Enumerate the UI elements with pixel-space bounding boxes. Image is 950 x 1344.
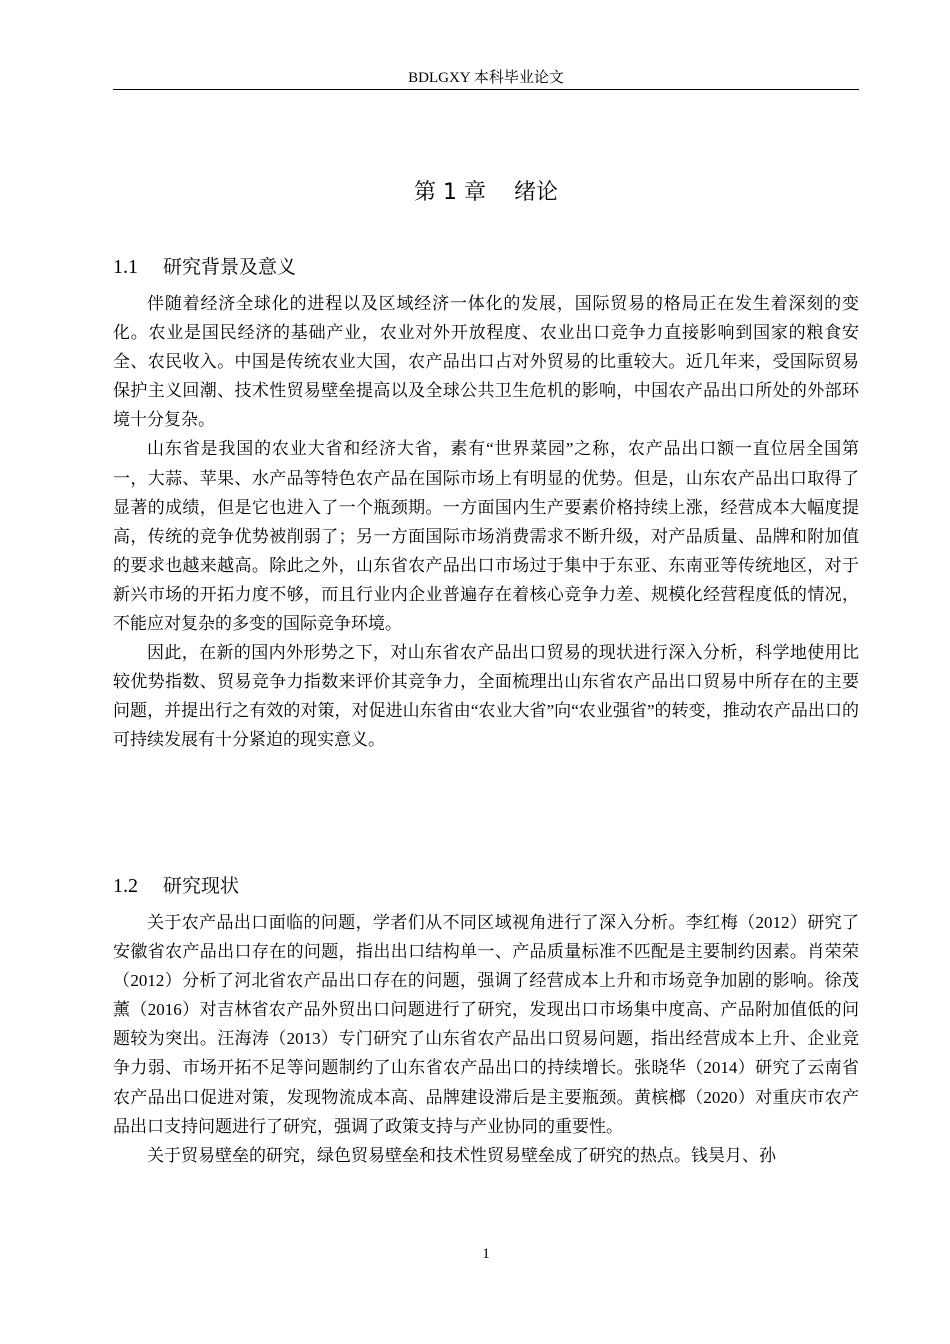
paragraph: 关于贸易壁垒的研究，绿色贸易壁垒和技术性贸易壁垒成了研究的热点。钱昊月、孙 [147, 1145, 776, 1165]
section-heading-1-1 [113, 252, 859, 282]
section-heading-1-2 [113, 871, 859, 901]
section-title: 研究背景及意义 [163, 256, 297, 278]
running-header: BDLGXY 本科毕业论文 [408, 70, 564, 86]
page-number: 1 [482, 1246, 490, 1262]
paragraph: 山东省是我国的农业大省和经济大省，素有“世界菜园”之称，农产品出口额一直位居全国第一，大蒜、苹果、水产品等特色农产品在国际市场上有明显的优势。但是，山东农产品出口取得了显著的成绩，但是它也进入了一个瓶颈期。一方面国内生产要素价格持续上涨，经营成本大幅度提高，传统的竞争优势被削弱了；另一方面国际市场消费需求不断升级，对产品质量、品牌和附加值的要求也越来越高。除此之外，山东省农产品出口市场过于集中于东亚、东南亚等传统地区，对于新兴市场的开拓力度不够，而且行业内企业普遍存在着核心竞争力差、规模化经营程度低的情况，不能应对复杂的多变的国际竞争环境。 [113, 439, 859, 634]
paragraph: 伴随着经济全球化的进程以及区域经济一体化的发展，国际贸易的格局正在发生着深刻的变化。农业是国民经济的基础产业，农业对外开放程度、农业出口竞争力直接影响到国家的粮食安全、农民收入。中国是传统农业大国，农产品出口占对外贸易的比重较大。近几年来，受国际贸易保护主义回潮、技术性贸易壁垒提高以及全球公共卫生危机的影响，中国农产品出口所处的外部环境十分复杂。 [113, 294, 859, 430]
header-rule [113, 89, 859, 90]
paragraph: 因此，在新的国内外形势之下，对山东省农产品出口贸易的现状进行深入分析，科学地使用比较优势指数、贸易竞争力指数来评价其竞争力，全面梳理出山东省农产品出口贸易中所存在的主要问题，并提出行之有效的对策，对促进山东省由“农业大省”向“农业强省”的转变，推动农产品出口的可持续发展有十分紧迫的现实意义。 [113, 643, 859, 750]
section-title: 研究现状 [163, 875, 240, 897]
section-body-1-2 [113, 908, 859, 1170]
section-body-1-1 [113, 289, 859, 755]
section-number: 1.1 [113, 256, 138, 278]
section-number: 1.2 [113, 875, 138, 897]
chapter-title: 第 1 章 绪论 [414, 180, 558, 205]
paragraph: 关于农产品出口面临的问题，学者们从不同区域视角进行了深入分析。李红梅（2012）研究了安徽省农产品出口存在的问题，指出出口结构单一、产品质量标准不匹配是主要制约因素。肖荣荣（2012）分析了河北省农产品出口存在的问题，强调了经营成本上升和市场竞争加剧的影响。徐茂薰（2016）对吉林省农产品外贸出口问题进行了研究，发现出口市场集中度高、产品附加值低的问题较为突出。汪海涛（2013）专门研究了山东省农产品出口贸易问题，指出经营成本上升、企业竞争力弱、市场开拓不足等问题制约了山东省农产品出口的持续增长。张晓华（2014）研究了云南省农产品出口促进对策，发现物流成本高、品牌建设滞后是主要瓶颈。黄槟榔（2020）对重庆市农产品出口支持问题进行了研究，强调了政策支持与产业协同的重要性。 [113, 913, 859, 1136]
